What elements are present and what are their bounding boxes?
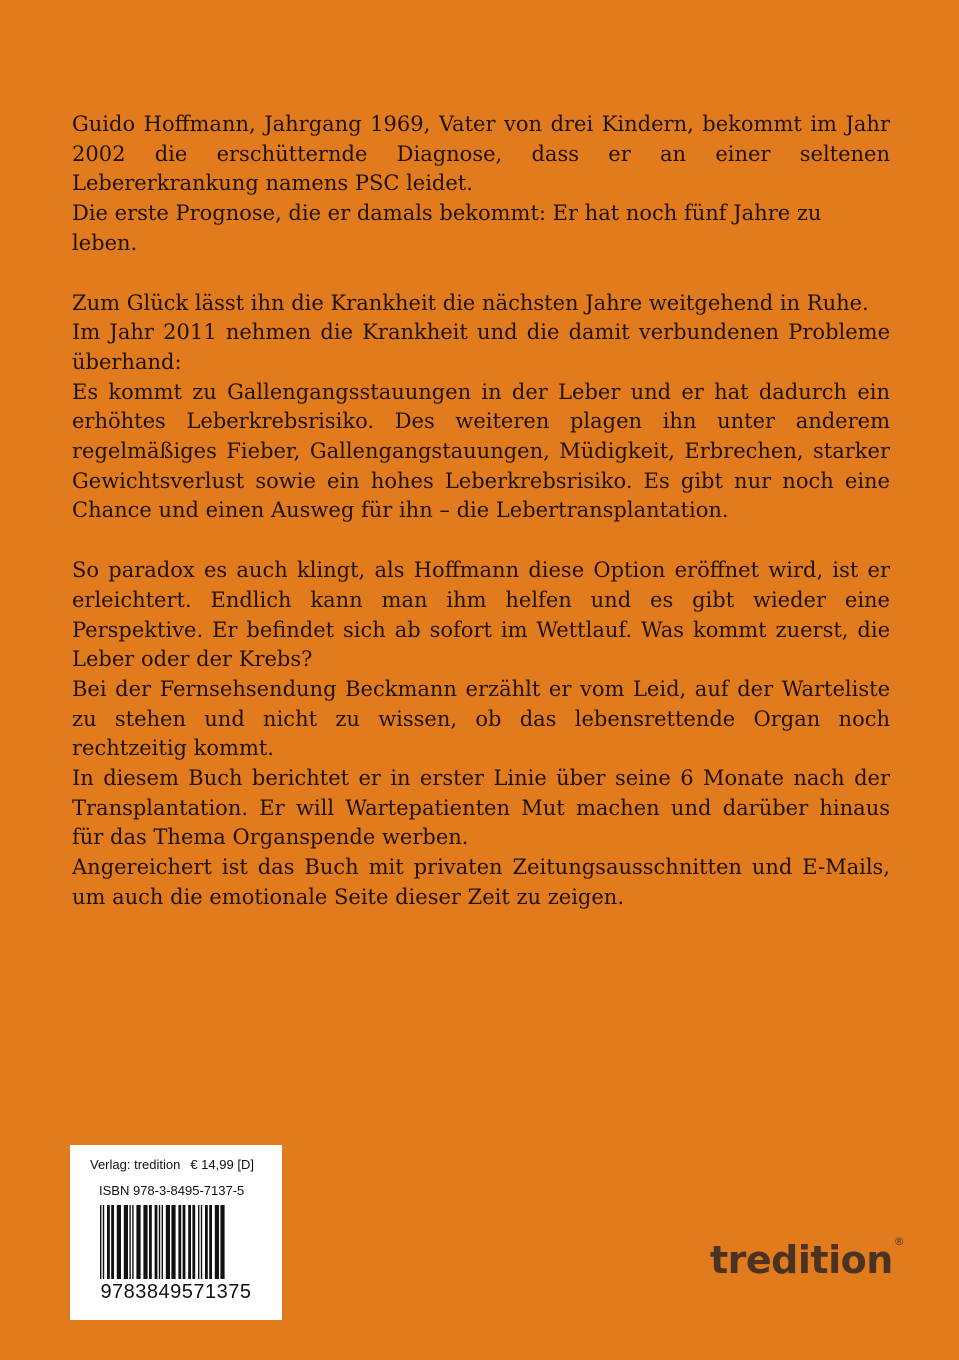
barcode-bar [201, 1205, 202, 1279]
barcode-bar [111, 1205, 114, 1279]
barcode-bar [149, 1205, 152, 1279]
barcode-digits: 9783849571375 [100, 1281, 252, 1303]
price-label: € 14,99 [D] [190, 1157, 254, 1172]
barcode-bar [215, 1205, 219, 1279]
barcode-bar [107, 1205, 110, 1279]
blurb-paragraph: Zum Glück lässt ihn die Krankheit die nächsten Jahre weitgehend in Ruhe. [72, 290, 869, 315]
blurb-paragraph: In diesem Buch berichtet er in erster Linie über seine 6 Monate nach der Transplantation. Er will Wartepatienten Mut machen und darüber hinaus für das Thema Organspende werben. [72, 766, 890, 850]
barcode-bar [132, 1205, 133, 1279]
blurb-paragraph: Es kommt zu Gallengangsstauungen in der Leber und er hat dadurch ein erhöhtes Leberkrebsrisiko. Des weiteren plagen ihn unter anderem regelmäßiges Fieber, Gallengangstauungen, Müdigkeit, Erbrechen, starker Gewichtsverlust sowie ein hohes Leberkrebsrisiko. Es gibt nur noch eine Chance und einen Ausweg für ihn – die Lebertransplantation. [72, 379, 890, 523]
isbn-label: ISBN 978-3-8495-7137-5 [99, 1183, 245, 1198]
blurb-paragraph: Die erste Prognose, die er damals bekommt: Er hat noch fünf Jahre zu leben. [72, 201, 822, 255]
blurb-paragraph: So paradox es auch klingt, als Hoffmann diese Option eröffnet wird, ist er erleichtert. Endlich kann man ihm helfen und es gibt wieder eine Perspektive. Er befindet sich ab sofort im Wettlauf. Was kommt zuerst, die Leber oder der Krebs? [72, 558, 890, 672]
barcode-bar [209, 1205, 212, 1279]
blurb-paragraph: Guido Hoffmann, Jahrgang 1969, Vater von drei Kindern, bekommt im Jahr 2002 die erschütternde Diagnose, dass er an einer seltenen Lebererkrankung namens PSC leidet. [72, 112, 890, 196]
barcode-bar [166, 1205, 170, 1279]
barcode-bar [162, 1205, 163, 1279]
barcode-bar [183, 1205, 186, 1279]
barcode-bar [178, 1205, 181, 1279]
publisher-label: Verlag: tredition [90, 1157, 181, 1172]
barcode-bar [220, 1205, 224, 1279]
registered-mark: ® [893, 1235, 905, 1249]
paragraph-gap [72, 526, 890, 556]
barcode-bar [100, 1205, 101, 1279]
blurb-paragraph: Angereichert ist das Buch mit privaten Zeitungsausschnitten und E-Mails, um auch die emotionale Seite dieser Zeit zu zeigen. [72, 855, 890, 909]
barcode-bar [124, 1205, 128, 1279]
barcode-bar [103, 1205, 104, 1279]
barcode-bar [205, 1205, 208, 1279]
barcode-icon [98, 1205, 254, 1279]
barcode-bar [159, 1205, 160, 1279]
back-cover-blurb [72, 110, 890, 913]
publisher-price-line [90, 1157, 254, 1172]
barcode-bar [143, 1205, 147, 1279]
barcode-bar [117, 1205, 121, 1279]
barcode-bar [192, 1205, 195, 1279]
blurb-paragraph: Im Jahr 2011 nehmen die Krankheit und die damit verbundenen Probleme überhand: [72, 320, 890, 374]
logo-text: tredition [710, 1238, 893, 1282]
barcode-bar [188, 1205, 191, 1279]
barcode-bar [171, 1205, 175, 1279]
barcode-bar [198, 1205, 199, 1279]
tredition-logo [710, 1235, 905, 1282]
barcode-bar [136, 1205, 140, 1279]
isbn-barcode-box [70, 1145, 282, 1320]
blurb-paragraph: Bei der Fernsehsendung Beckmann erzählt er vom Leid, auf der Warteliste zu stehen und nicht zu wissen, ob das lebensrettende Organ noch rechtzeitig kommt. [72, 676, 890, 761]
barcode-bar [129, 1205, 130, 1279]
paragraph-gap [72, 259, 890, 289]
barcode-bar [155, 1205, 158, 1279]
